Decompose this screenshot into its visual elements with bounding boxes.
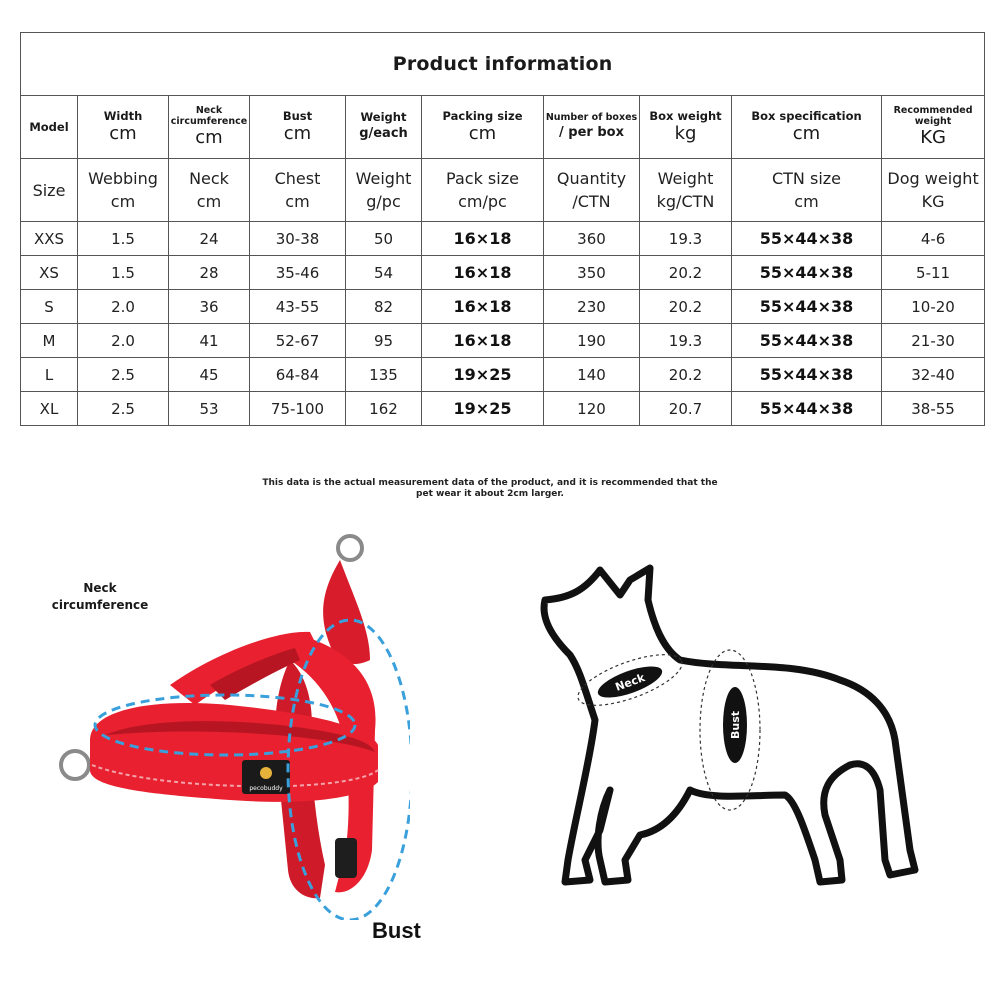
subheader-line2: cm <box>196 192 222 211</box>
note-line-2: pet wear it about 2cm larger. <box>416 489 564 499</box>
header-label: Bust <box>282 108 313 123</box>
header-unit: cm <box>109 122 137 144</box>
table-cell: 16×18 <box>422 222 544 256</box>
table-cell: 35-46 <box>250 256 346 290</box>
header-cell <box>422 96 544 159</box>
d-ring-icon <box>61 751 89 779</box>
table-cell: 82 <box>346 290 422 324</box>
header-label: Box specification <box>751 108 862 123</box>
table-cell: 19×25 <box>422 358 544 392</box>
table-cell: 50 <box>346 222 422 256</box>
table-cell: 190 <box>544 324 640 358</box>
table-cell: 21-30 <box>882 324 985 358</box>
table-cell: XXS <box>21 222 78 256</box>
table-cell: L <box>21 358 78 392</box>
table-cell: 2.5 <box>78 358 169 392</box>
table-cell: 54 <box>346 256 422 290</box>
table-cell: 55×44×38 <box>732 324 882 358</box>
subheader-cell <box>78 159 169 222</box>
table-cell: 55×44×38 <box>732 358 882 392</box>
table-cell: 38-55 <box>882 392 985 426</box>
header-row-primary <box>21 96 985 159</box>
table-cell: 20.2 <box>640 290 732 324</box>
header-unit: KG <box>920 127 946 148</box>
subheader-line1: Pack size <box>446 169 519 188</box>
table-cell: 230 <box>544 290 640 324</box>
subheader-cell <box>422 159 544 222</box>
table-cell: M <box>21 324 78 358</box>
table-cell: 53 <box>169 392 250 426</box>
bust-label: Bust <box>372 918 421 943</box>
table-cell: 16×18 <box>422 256 544 290</box>
subheader-line2: g/pc <box>366 192 401 211</box>
table-cell: 20.2 <box>640 358 732 392</box>
table-title: Product information <box>21 33 985 96</box>
table-row <box>21 392 985 426</box>
table-row <box>21 324 985 358</box>
table-cell: 20.2 <box>640 256 732 290</box>
subheader-line1: CTN size <box>771 169 842 188</box>
subheader-cell <box>250 159 346 222</box>
table-cell: 30-38 <box>250 222 346 256</box>
table-cell: 1.5 <box>78 222 169 256</box>
header-label: Neck circumference <box>170 105 248 127</box>
table-cell: 2.0 <box>78 290 169 324</box>
paw-icon <box>260 767 272 779</box>
table-cell: 16×18 <box>422 290 544 324</box>
subheader-cell <box>544 159 640 222</box>
table-cell: 41 <box>169 324 250 358</box>
table-row <box>21 358 985 392</box>
bust-tag-text: Bust <box>729 710 742 740</box>
header-label: Recommended weight <box>893 105 973 127</box>
table-cell: XS <box>21 256 78 290</box>
brand-text: pecobuddy <box>249 785 283 792</box>
table-cell: XL <box>21 392 78 426</box>
header-unit: cm <box>468 122 497 144</box>
table-cell: 36 <box>169 290 250 324</box>
table-cell: 55×44×38 <box>732 222 882 256</box>
table-cell: 20.7 <box>640 392 732 426</box>
table-cell: 140 <box>544 358 640 392</box>
table-cell: 75-100 <box>250 392 346 426</box>
subheader-cell <box>732 159 882 222</box>
table-cell: 1.5 <box>78 256 169 290</box>
table-cell: 2.5 <box>78 392 169 426</box>
product-info-table <box>20 32 985 426</box>
table-cell: 32-40 <box>882 358 985 392</box>
header-cell <box>732 96 882 159</box>
harness-illustration <box>50 520 410 920</box>
header-cell <box>544 96 640 159</box>
header-label: Packing size <box>442 108 523 123</box>
subheader-line1: Chest <box>274 169 321 188</box>
header-cell <box>21 96 78 159</box>
table-cell: S <box>21 290 78 324</box>
header-cell <box>640 96 732 159</box>
buckle-icon <box>335 838 357 878</box>
table-cell: 28 <box>169 256 250 290</box>
measurement-note <box>230 478 750 500</box>
d-ring-icon <box>338 536 362 560</box>
subheader-line1: Webbing <box>88 169 158 188</box>
table-cell: 55×44×38 <box>732 256 882 290</box>
header-unit: kg <box>674 122 697 144</box>
table-cell: 19.3 <box>640 324 732 358</box>
subheader-cell <box>21 159 78 222</box>
header-unit: g/each <box>359 125 408 141</box>
neck-circumference-label: Neck circumference <box>51 581 149 612</box>
table-row <box>21 256 985 290</box>
header-cell <box>346 96 422 159</box>
subheader-line1: Size <box>32 180 66 200</box>
subheader-line1: Neck <box>189 169 229 188</box>
table-cell: 19×25 <box>422 392 544 426</box>
table-cell: 350 <box>544 256 640 290</box>
table-row <box>21 290 985 324</box>
product-info-sheet <box>20 32 984 426</box>
subheader-line1: Dog weight <box>887 169 979 188</box>
subheader-cell <box>346 159 422 222</box>
subheader-line2: cm <box>285 192 310 211</box>
table-row <box>21 222 985 256</box>
table-cell: 95 <box>346 324 422 358</box>
table-cell: 120 <box>544 392 640 426</box>
table-cell: 10-20 <box>882 290 985 324</box>
header-label: Width <box>103 108 143 123</box>
subheader-line2: cm/pc <box>458 192 507 211</box>
subheader-line2: kg/CTN <box>656 192 715 211</box>
header-label: Weight <box>360 109 407 124</box>
table-cell: 45 <box>169 358 250 392</box>
header-unit: cm <box>792 122 821 144</box>
header-cell <box>169 96 250 159</box>
subheader-line1: Quantity <box>556 169 627 188</box>
table-cell: 360 <box>544 222 640 256</box>
note-line-1: This data is the actual measurement data of the product, and it is recommended that the <box>262 478 718 488</box>
subheader-cell <box>640 159 732 222</box>
table-cell: 43-55 <box>250 290 346 324</box>
table-cell: 24 <box>169 222 250 256</box>
header-cell <box>882 96 985 159</box>
table-cell: 162 <box>346 392 422 426</box>
header-unit: / per box <box>559 124 624 140</box>
subheader-cell <box>882 159 985 222</box>
neck-tag-text: Neck <box>613 671 647 694</box>
table-cell: 52-67 <box>250 324 346 358</box>
header-unit: cm <box>283 122 312 144</box>
table-cell: 55×44×38 <box>732 290 882 324</box>
subheader-line1: Weight <box>657 169 714 188</box>
header-row-secondary <box>21 159 985 222</box>
table-cell: 16×18 <box>422 324 544 358</box>
header-unit: cm <box>195 127 223 148</box>
table-cell: 19.3 <box>640 222 732 256</box>
subheader-line2: cm <box>794 192 819 211</box>
header-cell <box>78 96 169 159</box>
header-label: Model <box>29 119 69 134</box>
header-label: Number of boxes <box>545 111 638 123</box>
subheader-line1: Weight <box>355 169 412 188</box>
header-label: Box weight <box>649 108 722 123</box>
table-cell: 135 <box>346 358 422 392</box>
table-cell: 2.0 <box>78 324 169 358</box>
dog-outline-illustration <box>530 560 930 920</box>
table-cell: 64-84 <box>250 358 346 392</box>
subheader-line2: KG <box>921 192 945 211</box>
table-cell: 5-11 <box>882 256 985 290</box>
header-cell <box>250 96 346 159</box>
table-cell: 55×44×38 <box>732 392 882 426</box>
subheader-line2: cm <box>110 192 136 211</box>
subheader-line2: /CTN <box>572 192 611 211</box>
table-cell: 4-6 <box>882 222 985 256</box>
subheader-cell <box>169 159 250 222</box>
